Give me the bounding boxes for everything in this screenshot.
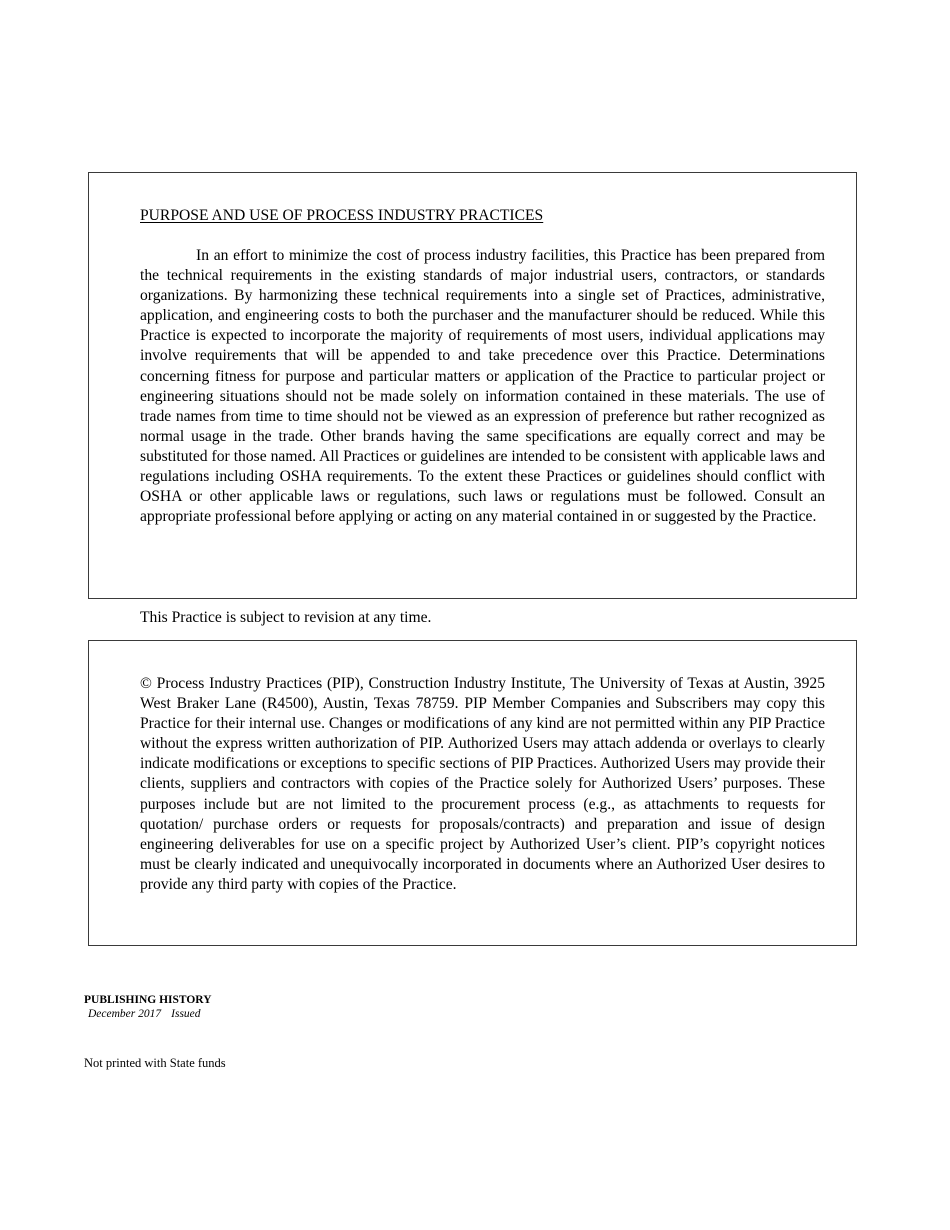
publishing-history [84,993,212,1021]
copyright-content [140,674,825,895]
purpose-content [140,206,825,527]
publishing-history-title: PUBLISHING HISTORY [84,994,212,1006]
copyright-paragraph: © Process Industry Practices (PIP), Construction Industry Institute, The University of Texas at Austin, 3925 West Braker Lane (R4500), Austin, Texas 78759. PIP Member Companies and Subscribers may copy this Practice for their internal use. Changes or modifications of any kind are not permitted within any PIP Practice without the express written authorization of PIP. Authorized Users may attach addenda or overlays to clearly indicate modifications or exceptions to specific sections of PIP Practices. Authorized Users may provide their clients, suppliers and contractors with copies of the Practice solely for Authorized Users’ purposes. These purposes include but are not limited to the procurement process (e.g., as attachments to requests for quotation/ purchase orders or requests for proposals/contracts) and preparation and issue of design engineering deliverables for use on a specific project by Authorized User’s client. PIP’s copyright notices must be clearly indicated and unequivocally incorporated in documents where an Authorized User desires to provide any third party with copies of the Practice. [140,675,825,893]
purpose-paragraph: In an effort to minimize the cost of process industry facilities, this Practice has been prepared from the technical requirements in the existing standards of major industrial users, contractors, or standards organizations. By harmonizing these technical requirements into a single set of Practices, administrative, application, and engineering costs to both the purchaser and the manufacturer should be reduced. While this Practice is expected to incorporate the majority of requirements of most users, individual applications may involve requirements that will be appended to and take precedence over this Practice. Determinations concerning fitness for purpose and particular matters or application of the Practice to particular project or engineering situations should not be made solely on information contained in these materials. The use of trade names from time to time should not be viewed as an expression of preference but rather recognized as normal usage in the trade. Other brands having the same specifications are equally correct and may be substituted for those named. All Practices or guidelines are intended to be consistent with applicable laws and regulations including OSHA requirements. To the extent these Practices or guidelines should conflict with OSHA or other applicable laws or regulations, such laws or regulations must be followed. Consult an appropriate professional before applying or acting on any material contained in or suggested by the Practice. [140,247,825,526]
revision-note: This Practice is subject to revision at any time. [140,609,432,626]
publishing-history-date: December 2017 [88,1008,162,1020]
purpose-heading: PURPOSE AND USE OF PROCESS INDUSTRY PRACTICES [140,207,544,224]
copyright-box [88,640,857,946]
publishing-history-entry [84,1007,212,1021]
publishing-history-status: Issued [171,1008,201,1020]
purpose-box [88,172,857,599]
funds-note: Not printed with State funds [84,1056,226,1070]
